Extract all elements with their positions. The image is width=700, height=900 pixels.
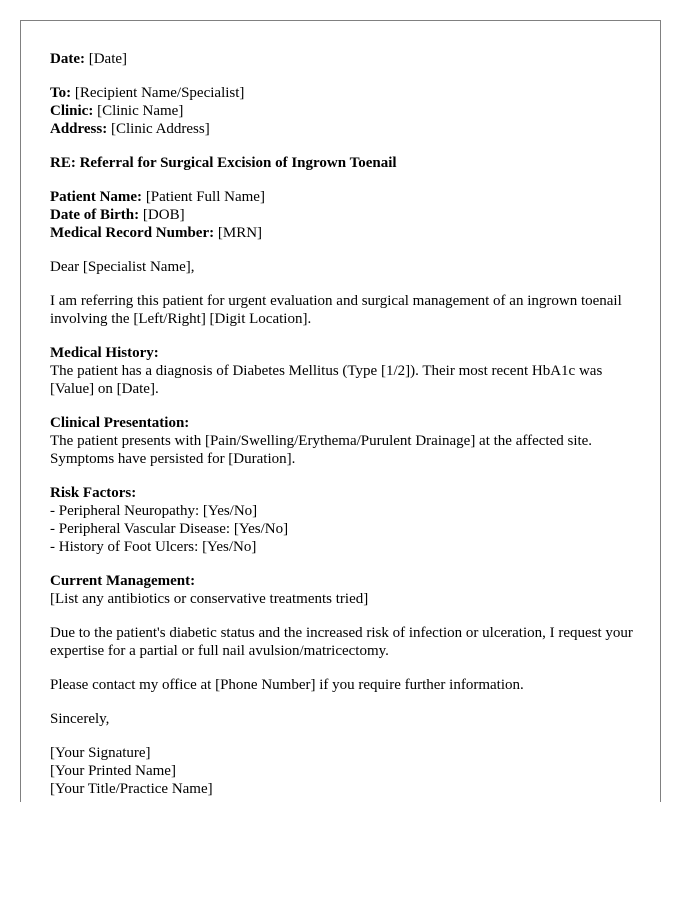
- closing-paragraph: Due to the patient's diabetic status and the increased risk of infection or ulceration, I request your expertise for a partial or full nail avulsion/matricectomy.: [50, 625, 633, 659]
- history-block: [50, 344, 640, 398]
- risk-block: [50, 484, 640, 556]
- mrn-line: [50, 224, 640, 242]
- clinic-value: [Clinic Name]: [97, 103, 184, 119]
- letter-page: [20, 20, 661, 802]
- address-label: Address:: [50, 121, 108, 137]
- title-practice: [Your Title/Practice Name]: [50, 781, 213, 797]
- subject-line: RE: Referral for Surgical Excision of Ingrown Toenail: [50, 155, 397, 171]
- presentation-heading: Clinical Presentation:: [50, 415, 190, 431]
- address-value: [Clinic Address]: [110, 121, 210, 137]
- patient-name-line: [50, 188, 640, 206]
- risk-item-neuropathy: - Peripheral Neuropathy: [Yes/No]: [50, 503, 258, 519]
- history-heading: Medical History:: [50, 345, 159, 361]
- signature: [Your Signature]: [50, 745, 151, 761]
- dob-value: [DOB]: [142, 207, 185, 223]
- to-label: To:: [50, 85, 72, 101]
- intro-block: [50, 292, 640, 328]
- history-text: The patient has a diagnosis of Diabetes Mellitus (Type [1/2]). Their most recent HbA1c was [Value] on [Date].: [50, 363, 603, 397]
- contact-paragraph: Please contact my office at [Phone Number] if you require further information.: [50, 677, 524, 693]
- risk-heading: Risk Factors:: [50, 485, 137, 501]
- salutation-block: [50, 258, 640, 276]
- patient-block: [50, 188, 640, 242]
- date-label: Date:: [50, 51, 85, 67]
- subject-block: [50, 154, 640, 172]
- patient-name-label: Patient Name:: [50, 189, 143, 205]
- closing-block: [50, 624, 640, 660]
- date-block: [50, 50, 640, 68]
- letter-content: [50, 50, 640, 814]
- presentation-block: [50, 414, 640, 468]
- contact-block: [50, 676, 640, 694]
- clinic-line: [50, 102, 640, 120]
- to-line: [50, 84, 640, 102]
- mrn-value: [MRN]: [217, 225, 263, 241]
- recipient-block: [50, 84, 640, 138]
- printed-name: [Your Printed Name]: [50, 763, 176, 779]
- date-value: [Date]: [88, 51, 128, 67]
- risk-item-vascular: - Peripheral Vascular Disease: [Yes/No]: [50, 521, 289, 537]
- to-value: [Recipient Name/Specialist]: [74, 85, 245, 101]
- management-block: [50, 572, 640, 608]
- management-text: [List any antibiotics or conservative treatments tried]: [50, 591, 369, 607]
- mrn-label: Medical Record Number:: [50, 225, 215, 241]
- signoff: Sincerely,: [50, 711, 110, 727]
- dob-label: Date of Birth:: [50, 207, 140, 223]
- intro-paragraph: I am referring this patient for urgent evaluation and surgical management of an ingrown toenail involving the [Left/Right] [Digit Location].: [50, 293, 622, 327]
- management-heading: Current Management:: [50, 573, 196, 589]
- address-line: [50, 120, 640, 138]
- clinic-label: Clinic:: [50, 103, 94, 119]
- risk-item-ulcers: - History of Foot Ulcers: [Yes/No]: [50, 539, 257, 555]
- presentation-text: The patient presents with [Pain/Swelling/Erythema/Purulent Drainage] at the affected site. Symptoms have persisted for [Duration].: [50, 433, 593, 467]
- signoff-block: [50, 710, 640, 728]
- patient-name-value: [Patient Full Name]: [145, 189, 265, 205]
- salutation: Dear [Specialist Name],: [50, 259, 195, 275]
- signature-block: [50, 744, 640, 798]
- dob-line: [50, 206, 640, 224]
- date-line: [50, 50, 640, 68]
